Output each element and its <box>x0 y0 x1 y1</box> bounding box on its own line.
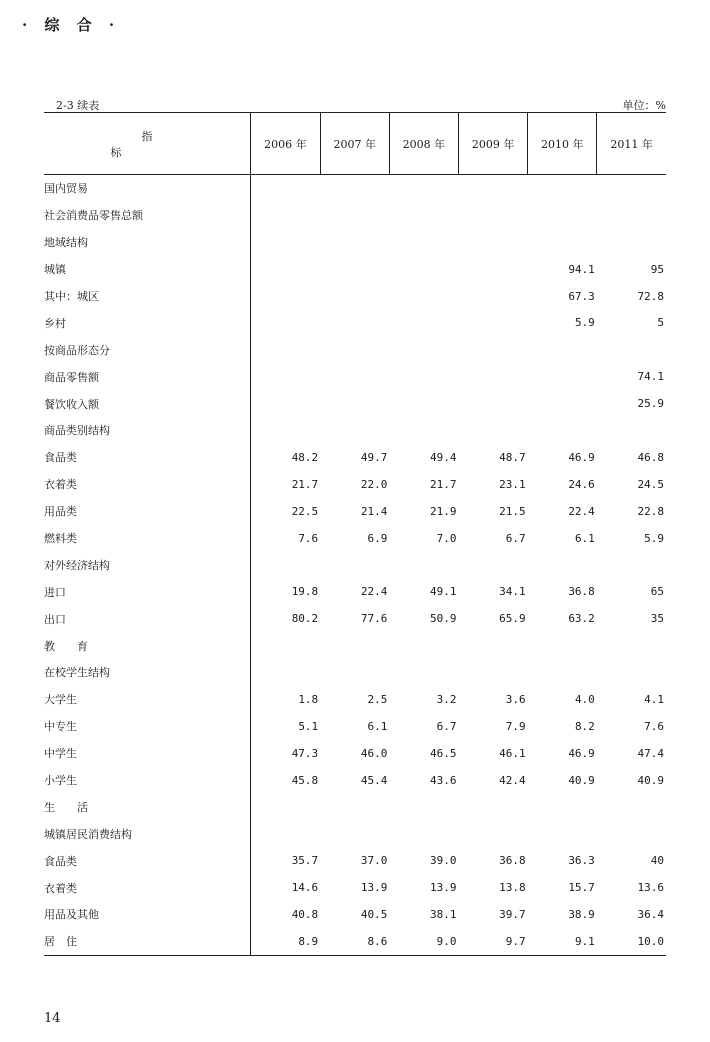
cell-value: 21.4 <box>360 504 388 518</box>
data-table <box>44 112 666 956</box>
cell-value <box>528 175 597 202</box>
cell-value <box>320 820 389 847</box>
cell-value <box>459 793 528 820</box>
table-row <box>44 471 666 498</box>
cell-value: 38.1 <box>430 907 457 921</box>
cell-value: 45.8 <box>251 767 321 794</box>
cell-value <box>320 363 389 390</box>
row-label: 衣着类 <box>44 881 77 895</box>
cell-value <box>320 336 389 363</box>
table-row <box>44 444 666 471</box>
table-row <box>44 175 666 202</box>
cell-value: 22.5 <box>251 498 321 525</box>
cell-value <box>597 175 666 202</box>
row-label: 大学生 <box>44 693 77 707</box>
row-label: 国内贸易 <box>44 182 88 196</box>
year-column-header: 2006 年 <box>251 113 321 175</box>
cell-value: 47.4 <box>637 746 664 760</box>
cell-value <box>251 229 321 256</box>
cell-value: 6.1 <box>367 719 388 733</box>
table-row <box>44 578 666 605</box>
cell-value <box>389 632 458 659</box>
cell-value <box>459 659 528 686</box>
cell-value <box>597 793 666 820</box>
row-label: 城镇居民消费结构 <box>44 827 132 841</box>
cell-value: 74.1 <box>637 370 664 384</box>
cell-value: 37.0 <box>360 854 388 868</box>
cell-value: 8.6 <box>367 934 388 948</box>
cell-value: 46.0 <box>360 746 388 760</box>
row-label: 城镇 <box>44 263 66 277</box>
table-row <box>44 551 666 578</box>
cell-value <box>528 390 597 417</box>
cell-value: 10.0 <box>637 934 664 948</box>
cell-value <box>389 417 458 444</box>
cell-value <box>389 551 458 578</box>
cell-value: 46.9 <box>568 450 595 464</box>
cell-value: 38.9 <box>568 907 595 921</box>
cell-value <box>320 551 389 578</box>
cell-value <box>597 632 666 659</box>
cell-value: 9.7 <box>505 934 526 948</box>
cell-value: 5.9 <box>644 531 664 545</box>
cell-value <box>459 175 528 202</box>
cell-value: 3.2 <box>436 692 457 706</box>
cell-value <box>320 793 389 820</box>
row-label: 按商品形态分 <box>44 343 110 357</box>
cell-value: 25.9 <box>637 397 664 411</box>
row-label: 食品类 <box>44 451 77 465</box>
table-row <box>44 336 666 363</box>
cell-value <box>389 659 458 686</box>
cell-value: 34.1 <box>499 585 526 599</box>
row-label: 餐饮收入额 <box>44 397 99 411</box>
cell-value: 8.9 <box>251 928 321 955</box>
table-row <box>44 874 666 901</box>
cell-value: 19.8 <box>251 578 321 605</box>
table-row <box>44 498 666 525</box>
cell-value: 4.1 <box>644 692 664 706</box>
cell-value <box>320 417 389 444</box>
cell-value: 36.8 <box>568 585 595 599</box>
cell-value: 67.3 <box>568 289 595 303</box>
table-row <box>44 686 666 713</box>
cell-value: 63.2 <box>568 612 595 626</box>
row-label: 小学生 <box>44 774 77 788</box>
cell-value <box>320 202 389 229</box>
cell-value: 65.9 <box>499 612 526 626</box>
table-row <box>44 901 666 928</box>
cell-value <box>251 202 321 229</box>
cell-value: 8.2 <box>574 719 595 733</box>
cell-value: 5.1 <box>251 713 321 740</box>
cell-value <box>459 551 528 578</box>
cell-value <box>597 336 666 363</box>
cell-value: 95 <box>650 262 664 276</box>
table-row <box>44 793 666 820</box>
cell-value: 24.6 <box>568 477 595 491</box>
cell-value <box>251 363 321 390</box>
table-row <box>44 202 666 229</box>
table-row <box>44 820 666 847</box>
cell-value: 4.0 <box>574 692 595 706</box>
row-label: 进口 <box>44 585 66 599</box>
cell-value <box>459 417 528 444</box>
table-caption: 2-3 续表 <box>56 99 100 112</box>
row-label: 商品零售额 <box>44 370 99 384</box>
cell-value: 7.9 <box>505 719 526 733</box>
cell-value: 22.8 <box>637 504 664 518</box>
cell-value: 6.7 <box>436 719 457 733</box>
cell-value: 43.6 <box>430 773 457 787</box>
cell-value: 2.5 <box>367 692 388 706</box>
cell-value: 36.3 <box>568 854 595 868</box>
row-label: 食品类 <box>44 854 77 868</box>
cell-value: 65 <box>650 585 664 599</box>
cell-value: 9.1 <box>574 934 595 948</box>
cell-value: 21.7 <box>251 471 321 498</box>
row-label: 生 活 <box>44 800 88 814</box>
table-row <box>44 256 666 283</box>
cell-value: 80.2 <box>251 605 321 632</box>
cell-value: 35 <box>650 612 664 626</box>
table-row <box>44 417 666 444</box>
cell-value <box>459 202 528 229</box>
table-row <box>44 659 666 686</box>
row-label: 商品类别结构 <box>44 424 110 438</box>
cell-value <box>320 175 389 202</box>
indicator-header-label: 指标 <box>110 129 215 159</box>
cell-value: 21.5 <box>499 504 526 518</box>
cell-value <box>459 390 528 417</box>
table-row <box>44 605 666 632</box>
cell-value <box>528 632 597 659</box>
cell-value <box>528 202 597 229</box>
cell-value <box>251 417 321 444</box>
table-body <box>44 175 666 956</box>
row-label: 出口 <box>44 612 66 626</box>
cell-value <box>251 390 321 417</box>
table-row <box>44 740 666 767</box>
cell-value: 46.8 <box>637 450 664 464</box>
cell-value <box>459 632 528 659</box>
cell-value: 45.4 <box>360 773 388 787</box>
table-row <box>44 713 666 740</box>
cell-value <box>251 659 321 686</box>
cell-value <box>389 229 458 256</box>
cell-value <box>459 256 528 283</box>
cell-value <box>389 309 458 336</box>
row-label: 居 住 <box>44 935 77 949</box>
cell-value: 40 <box>650 854 664 868</box>
cell-value <box>459 820 528 847</box>
cell-value: 7.0 <box>436 531 457 545</box>
cell-value <box>528 363 597 390</box>
table-row <box>44 390 666 417</box>
cell-value: 21.9 <box>430 504 457 518</box>
indicator-column-header <box>44 113 251 175</box>
row-label: 在校学生结构 <box>44 666 110 680</box>
row-label: 地域结构 <box>44 236 88 250</box>
cell-value <box>597 659 666 686</box>
table-row <box>44 363 666 390</box>
row-label: 用品类 <box>44 505 77 519</box>
cell-value: 21.7 <box>430 477 457 491</box>
cell-value <box>597 551 666 578</box>
cell-value: 7.6 <box>644 719 664 733</box>
cell-value <box>389 283 458 310</box>
cell-value: 47.3 <box>251 740 321 767</box>
cell-value: 13.9 <box>360 881 388 895</box>
cell-value <box>320 256 389 283</box>
cell-value: 48.2 <box>251 444 321 471</box>
cell-value: 22.4 <box>568 504 595 518</box>
cell-value: 35.7 <box>251 847 321 874</box>
row-label: 乡村 <box>44 316 66 330</box>
table-header-row <box>44 113 666 175</box>
cell-value: 39.7 <box>499 907 526 921</box>
cell-value: 46.9 <box>568 746 595 760</box>
cell-value <box>389 202 458 229</box>
cell-value: 13.9 <box>430 881 457 895</box>
cell-value <box>389 175 458 202</box>
cell-value: 5.9 <box>574 316 595 330</box>
cell-value <box>597 229 666 256</box>
table-row <box>44 632 666 659</box>
row-label: 社会消费品零售总额 <box>44 209 143 223</box>
cell-value: 13.6 <box>637 881 664 895</box>
cell-value: 14.6 <box>251 874 321 901</box>
cell-value: 15.7 <box>568 881 595 895</box>
cell-value <box>528 793 597 820</box>
cell-value: 46.1 <box>499 746 526 760</box>
year-column-header: 2010 年 <box>528 113 597 175</box>
cell-value <box>320 229 389 256</box>
cell-value <box>320 632 389 659</box>
cell-value <box>528 820 597 847</box>
cell-value: 23.1 <box>499 477 526 491</box>
table-row <box>44 309 666 336</box>
cell-value: 36.8 <box>499 854 526 868</box>
cell-value: 39.0 <box>430 854 457 868</box>
cell-value <box>597 202 666 229</box>
cell-value <box>459 336 528 363</box>
cell-value: 6.9 <box>367 531 388 545</box>
table-row <box>44 928 666 955</box>
cell-value <box>528 659 597 686</box>
cell-value: 49.4 <box>430 450 457 464</box>
cell-value: 48.7 <box>499 450 526 464</box>
cell-value <box>320 390 389 417</box>
cell-value: 49.7 <box>360 450 388 464</box>
cell-value <box>389 363 458 390</box>
cell-value <box>459 229 528 256</box>
cell-value: 1.8 <box>251 686 321 713</box>
cell-value: 72.8 <box>637 289 664 303</box>
cell-value <box>389 820 458 847</box>
cell-value <box>528 417 597 444</box>
cell-value: 6.1 <box>574 531 595 545</box>
cell-value <box>251 820 321 847</box>
cell-value: 50.9 <box>430 612 457 626</box>
cell-value <box>320 659 389 686</box>
cell-value: 94.1 <box>568 262 595 276</box>
cell-value <box>389 256 458 283</box>
cell-value <box>251 551 321 578</box>
section-header: · 综 合 · <box>22 16 121 34</box>
cell-value <box>251 175 321 202</box>
cell-value: 36.4 <box>637 907 664 921</box>
row-label: 中学生 <box>44 747 77 761</box>
year-column-header: 2008 年 <box>389 113 458 175</box>
cell-value <box>597 417 666 444</box>
cell-value: 22.0 <box>360 477 388 491</box>
row-label: 对外经济结构 <box>44 558 110 572</box>
unit-label: 单位：% <box>622 99 666 112</box>
cell-value <box>528 336 597 363</box>
page-number: 14 <box>44 1011 61 1026</box>
cell-value <box>251 283 321 310</box>
cell-value: 5 <box>657 316 664 330</box>
row-label: 其中：城区 <box>44 290 99 303</box>
cell-value <box>528 229 597 256</box>
row-label: 中专生 <box>44 720 77 734</box>
cell-value <box>320 309 389 336</box>
cell-value <box>251 632 321 659</box>
cell-value <box>251 309 321 336</box>
table-row <box>44 525 666 552</box>
year-column-header: 2011 年 <box>597 113 666 175</box>
row-label: 用品及其他 <box>44 908 99 922</box>
cell-value: 49.1 <box>430 585 457 599</box>
cell-value <box>251 336 321 363</box>
cell-value <box>389 336 458 363</box>
cell-value: 13.8 <box>499 881 526 895</box>
year-column-header: 2009 年 <box>459 113 528 175</box>
table-row <box>44 283 666 310</box>
table-row <box>44 847 666 874</box>
cell-value <box>528 551 597 578</box>
cell-value <box>459 283 528 310</box>
cell-value: 6.7 <box>505 531 526 545</box>
cell-value: 40.5 <box>360 907 388 921</box>
cell-value: 46.5 <box>430 746 457 760</box>
row-label: 教 育 <box>44 639 88 653</box>
cell-value: 40.8 <box>251 901 321 928</box>
cell-value <box>389 390 458 417</box>
cell-value: 9.0 <box>436 934 457 948</box>
cell-value <box>251 793 321 820</box>
cell-value: 7.6 <box>251 525 321 552</box>
year-column-header: 2007 年 <box>320 113 389 175</box>
cell-value: 22.4 <box>360 585 388 599</box>
table-row <box>44 767 666 794</box>
cell-value <box>389 793 458 820</box>
cell-value: 3.6 <box>505 692 526 706</box>
cell-value: 24.5 <box>637 477 664 491</box>
cell-value <box>459 309 528 336</box>
cell-value <box>459 363 528 390</box>
cell-value: 40.9 <box>637 773 664 787</box>
cell-value: 40.9 <box>568 773 595 787</box>
cell-value: 42.4 <box>499 773 526 787</box>
cell-value <box>320 283 389 310</box>
cell-value <box>597 820 666 847</box>
cell-value: 77.6 <box>360 612 388 626</box>
row-label: 衣着类 <box>44 478 77 492</box>
cell-value <box>251 256 321 283</box>
table-row <box>44 229 666 256</box>
row-label: 燃料类 <box>44 532 77 546</box>
